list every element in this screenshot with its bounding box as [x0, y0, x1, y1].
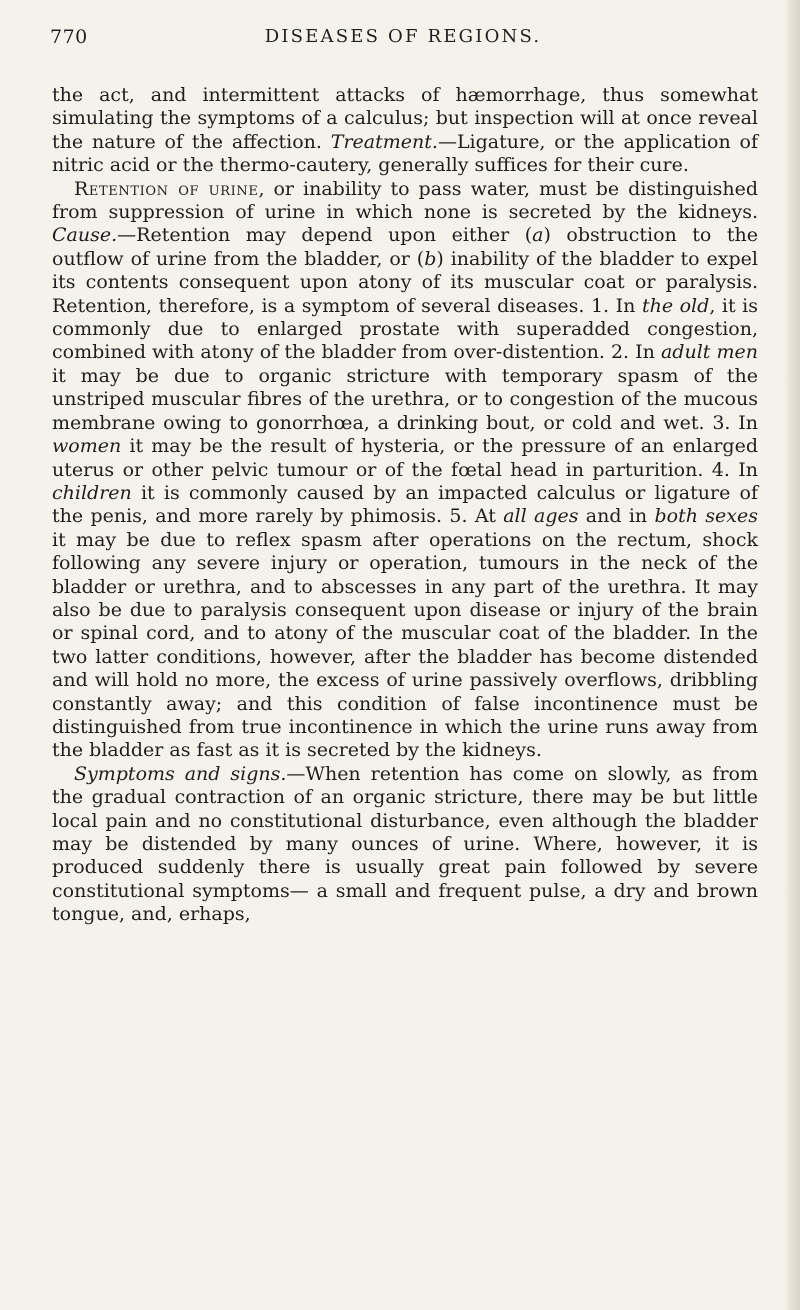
paragraph-retention: [52, 178, 758, 763]
running-title: DISEASES OF REGIONS.: [264, 26, 542, 47]
emphasis-women: women: [52, 435, 122, 458]
text-run: it may be due to reflex spasm after operations on the rectum, shock following any severe injury or operation, tumours in the neck of the bladder or urethra, and to abscesses in any part of the urethra. It may also be due to paralysis consequent upon disease or injury of the brain or spinal cord, and to atony of the muscular coat of the bladder. In the two latter conditions, however, after the bladder has become distended and will hold no more, the excess of urine passively overflows, dribbling constantly away; and this condition of false incontinence must be distinguished from true incontinence in which the urine runs away from the bladder as fast as it is secreted by the kidneys.: [52, 528, 758, 762]
cause-label: Cause.: [52, 224, 118, 247]
text-run: —Retention may depend upon either (: [117, 224, 533, 247]
emphasis-both-sexes: both sexes: [654, 505, 759, 528]
text-run: —Ligature, or the application of nitric acid or the thermo-cautery, generally suffices for their cure.: [52, 130, 758, 177]
text-run: , or inability to pass water, must be distinguished from suppression of urine in which none is secreted by the kidneys.: [52, 177, 758, 224]
section-heading-retention: Retention of urine: [74, 177, 259, 200]
emphasis-adult-men: adult men: [660, 341, 758, 364]
paragraph-haemorrhage: [52, 84, 758, 178]
text-run: , it is commonly due to enlarged prostate with superadded congestion, combined with atony of the bladder from over-distention. 2. In: [52, 294, 758, 364]
body-text: [52, 84, 758, 927]
emphasis-old: the old: [641, 294, 710, 317]
text-run: ) inability of the bladder to expel its contents consequent upon atony of its muscular coat or paralysis. Retention, therefore, is a symptom of several diseases. 1. In: [52, 247, 758, 317]
treatment-label: Treatment.: [330, 130, 438, 153]
text-run: it may be the result of hysteria, or the pressure of an enlarged uterus or other pelvic tumour or of the fœtal head in parturition. 4. In: [52, 435, 758, 481]
page-number: 770: [50, 26, 88, 48]
symptoms-label: Symptoms and signs.: [74, 762, 287, 785]
text-run: it may be due to organic stricture with temporary spasm of the unstriped muscular fibres of the urethra, or to congestion of the mucous membrane owing to gonorrhœa, a drinking bout, or cold and wet. 3. In: [52, 364, 758, 434]
text-run: and in: [578, 505, 655, 528]
paragraph-symptoms: [52, 763, 758, 927]
text-run: —When retention has come on slowly, as from the gradual contraction of an organic stricture, there may be but little local pain and no constitutional disturbance, even although the bladder may be distended by many ounces of urine. Where, however, it is produced suddenly there is usually great pain followed by severe constitutional symptoms— a small and frequent pulse, a dry and brown tongue, and, erhaps,: [52, 762, 758, 926]
emphasis-children: children: [52, 481, 132, 504]
text-run: the act, and intermittent attacks of hæmorrhage, thus somewhat simulating the symptoms of a calculus; but inspection will at once reveal the nature of the affection.: [52, 84, 758, 153]
emphasis-all-ages: all ages: [503, 505, 579, 528]
item-b: b: [424, 247, 437, 270]
page-header: [50, 26, 756, 54]
text-run: it is commonly caused by an impacted calculus or ligature of the penis, and more rarely by phimosis. 5. At: [52, 481, 758, 528]
page-edge-shadow: [784, 0, 800, 1310]
item-a: a: [532, 224, 544, 247]
text-run: ) obstruction to the outflow of urine from the bladder, or (: [52, 224, 758, 270]
